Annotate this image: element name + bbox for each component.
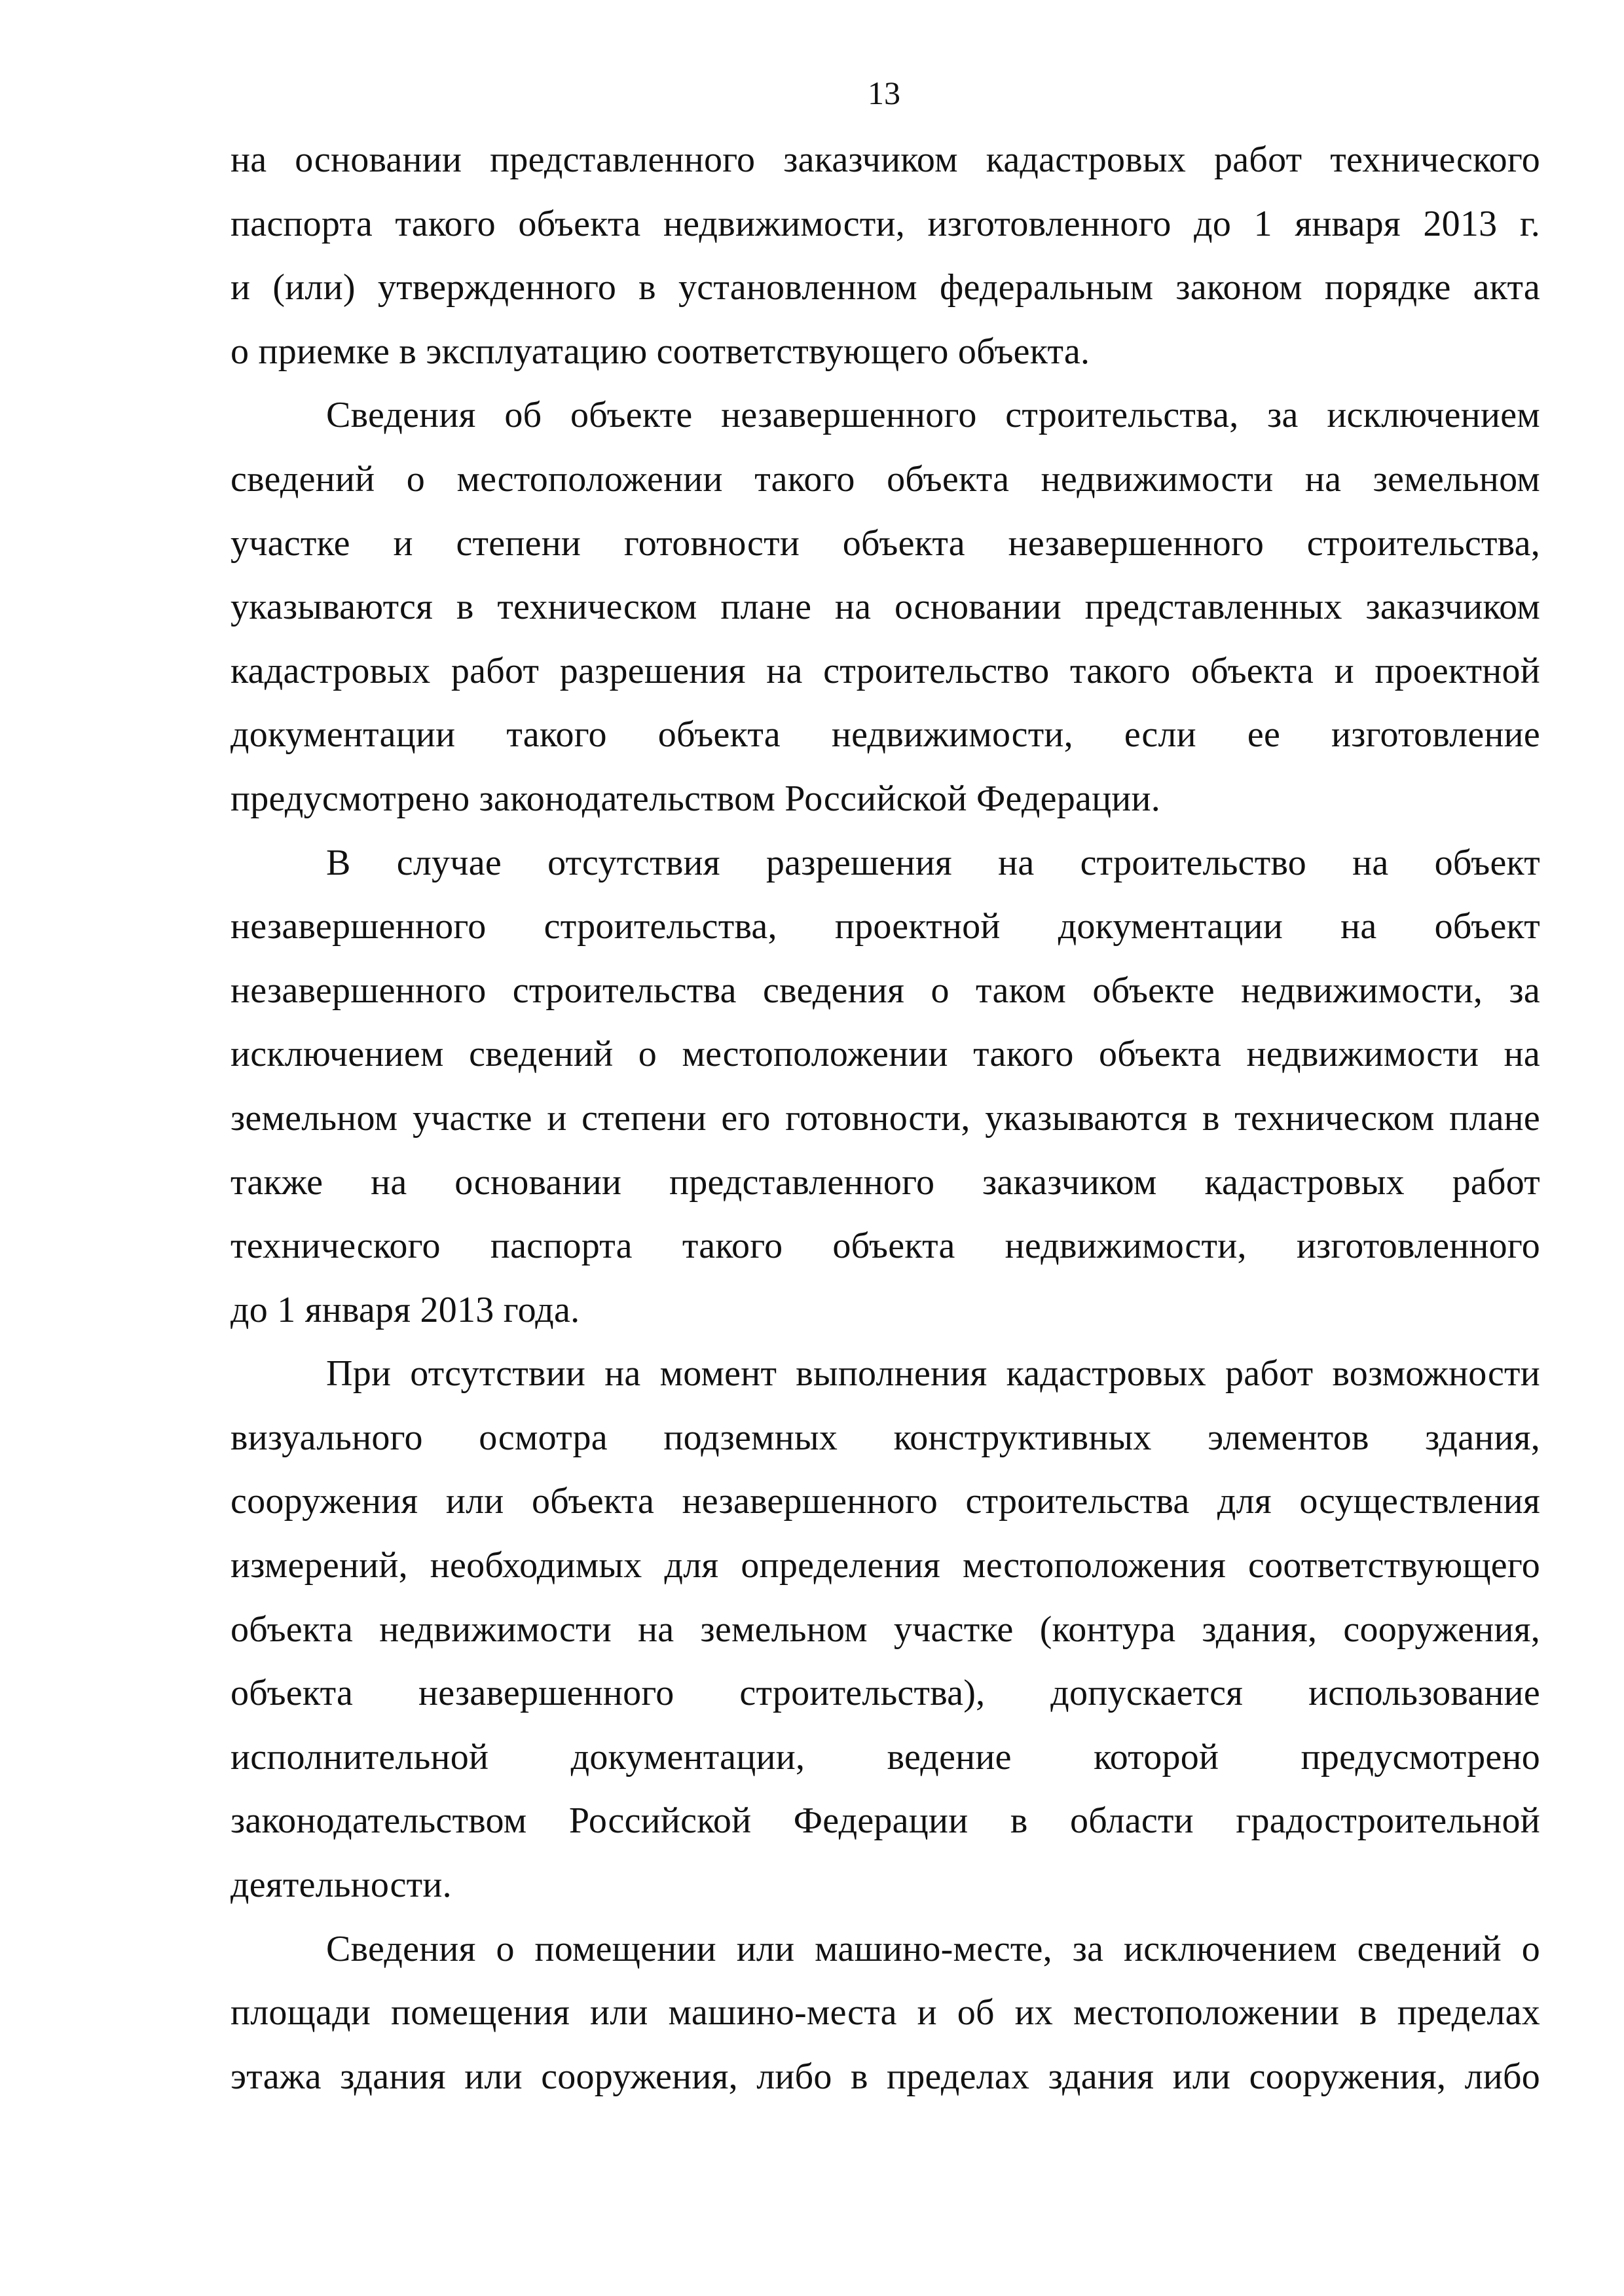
text-line: участке и степени готовности объекта незавершенного строительства, bbox=[231, 522, 1540, 564]
text-line: деятельности. bbox=[231, 1865, 452, 1906]
text-line: указываются в техническом плане на основании представленных заказчиком bbox=[231, 587, 1540, 628]
paragraph bbox=[231, 128, 1540, 384]
text-line: незавершенного строительства, проектной документации на объект bbox=[231, 906, 1540, 947]
text-line: визуального осмотра подземных конструктивных элементов здания, bbox=[231, 1417, 1540, 1458]
paragraph bbox=[231, 384, 1540, 831]
text-line: кадастровых работ разрешения на строительство такого объекта и проектной bbox=[231, 650, 1540, 691]
text-line: В случае отсутствия разрешения на строительство на объект bbox=[326, 842, 1540, 883]
text-line: Сведения об объекте незавершенного строительства, за исключением bbox=[326, 395, 1540, 436]
text-line: Сведения о помещении или машино-месте, за исключением сведений о bbox=[326, 1928, 1540, 1969]
text-line: земельном участке и степени его готовности, указываются в техническом плане bbox=[231, 1097, 1540, 1139]
text-line: сооружения или объекта незавершенного строительства для осуществления bbox=[231, 1481, 1540, 1522]
paragraph bbox=[231, 1918, 1540, 2109]
text-line: о приемке в эксплуатацию соответствующего объекта. bbox=[231, 331, 1090, 372]
text-line: паспорта такого объекта недвижимости, изготовленного до 1 января 2013 г. bbox=[231, 203, 1540, 244]
text-line: этажа здания или сооружения, либо в пределах здания или сооружения, либо bbox=[231, 2056, 1540, 2097]
text-line: документации такого объекта недвижимости, если ее изготовление bbox=[231, 714, 1540, 756]
text-line: объекта незавершенного строительства), допускается использование bbox=[231, 1673, 1540, 1714]
text-line: объекта недвижимости на земельном участке (контура здания, сооружения, bbox=[231, 1609, 1540, 1650]
text-line: При отсутствии на момент выполнения кадастровых работ возможности bbox=[326, 1353, 1540, 1394]
text-line: исключением сведений о местоположении такого объекта недвижимости на bbox=[231, 1034, 1540, 1075]
text-line: измерений, необходимых для определения местоположения соответствующего bbox=[231, 1545, 1540, 1586]
text-line: технического паспорта такого объекта недвижимости, изготовленного bbox=[231, 1226, 1540, 1267]
text-line: площади помещения или машино-места и об их местоположении в пределах bbox=[231, 1992, 1540, 2033]
paragraph bbox=[231, 1342, 1540, 1917]
paragraph bbox=[231, 831, 1540, 1343]
text-line: и (или) утвержденного в установленном федеральным законом порядке акта bbox=[231, 267, 1540, 308]
text-line: также на основании представленного заказчиком кадастровых работ bbox=[231, 1161, 1540, 1203]
text-line: до 1 января 2013 года. bbox=[231, 1289, 580, 1330]
text-line: предусмотрено законодательством Российской Федерации. bbox=[231, 778, 1160, 819]
document-body bbox=[231, 128, 1540, 2109]
text-line: на основании представленного заказчиком кадастровых работ технического bbox=[231, 139, 1540, 180]
text-line: исполнительной документации, ведение которой предусмотрено bbox=[231, 1736, 1540, 1777]
text-line: сведений о местоположении такого объекта недвижимости на земельном bbox=[231, 458, 1540, 500]
text-line: законодательством Российской Федерации в области градостроительной bbox=[231, 1800, 1540, 1842]
text-line: незавершенного строительства сведения о таком объекте недвижимости, за bbox=[231, 970, 1540, 1011]
page-number: 13 bbox=[868, 75, 900, 111]
